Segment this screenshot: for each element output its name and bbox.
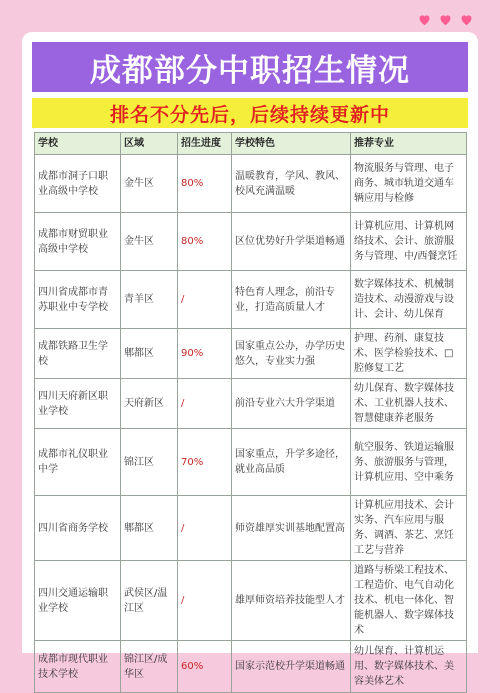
- cell-school: 四川天府新区职业学校: [35, 379, 121, 429]
- table-row: [35, 271, 467, 329]
- cell-feature: 国家重点，升学多途径，就业高品质: [232, 429, 351, 496]
- hearts-decoration: [417, 12, 474, 27]
- cell-feature: 温暖教育，学风、教风、校风充满温暖: [232, 155, 351, 213]
- table-row: [35, 429, 467, 496]
- cell-region: 郫都区: [121, 496, 178, 561]
- heart-icon: [438, 12, 453, 27]
- cell-progress: 80%: [178, 155, 232, 213]
- cell-school: 成都铁路卫生学校: [35, 329, 121, 379]
- cell-school: 四川省成都市青苏职业中专学校: [35, 271, 121, 329]
- table-row: [35, 496, 467, 561]
- cell-major: 计算机应用技术、会计实务、汽车应用与服务、调酒、茶艺、烹饪工艺与营养: [351, 496, 467, 561]
- cell-major: 护理、药剂、康复技术、医学检验技术、□腔修复工艺: [351, 329, 467, 379]
- cell-feature: 雄厚师资培养技能型人才: [232, 561, 351, 641]
- table-row: [35, 213, 467, 271]
- table-row: [35, 561, 467, 641]
- cell-progress: /: [178, 496, 232, 561]
- header-progress: 招生进度: [178, 133, 232, 155]
- cell-progress: /: [178, 271, 232, 329]
- cell-progress: /: [178, 379, 232, 429]
- cell-progress: /: [178, 561, 232, 641]
- cell-feature: 国家示范校升学渠道畅通: [232, 641, 351, 693]
- cell-school: 四川交通运输职业学校: [35, 561, 121, 641]
- header-region: 区域: [121, 133, 178, 155]
- cell-school: 成都市礼仪职业中学: [35, 429, 121, 496]
- cell-region: 锦江区: [121, 429, 178, 496]
- school-table: [34, 132, 467, 693]
- cell-feature: 区位优势好升学渠道畅通: [232, 213, 351, 271]
- cell-region: 金牛区: [121, 213, 178, 271]
- cell-feature: 特色育人理念，前沿专业，打造高质量人才: [232, 271, 351, 329]
- content-card: [22, 32, 478, 687]
- cell-progress: 80%: [178, 213, 232, 271]
- cell-feature: 国家重点公办，办学历史悠久，专业实力强: [232, 329, 351, 379]
- heart-icon: [459, 12, 474, 27]
- cell-progress: 60%: [178, 641, 232, 693]
- cell-region: 青羊区: [121, 271, 178, 329]
- cell-region: 郫都区: [121, 329, 178, 379]
- cell-region: 金牛区: [121, 155, 178, 213]
- header-feature: 学校特色: [232, 133, 351, 155]
- cell-major: 幼儿保育、数字媒体技术、工业机器人技术、智慧健康养老服务: [351, 379, 467, 429]
- cell-school: 成都市洞子口职业高级中学校: [35, 155, 121, 213]
- table-row: [35, 329, 467, 379]
- cell-feature: 师资雄厚实训基地配置高: [232, 496, 351, 561]
- page-title: 成都部分中职招生情况: [32, 42, 468, 92]
- header-major: 推荐专业: [351, 133, 467, 155]
- header-school: 学校: [35, 133, 121, 155]
- table-row: [35, 641, 467, 693]
- heart-icon: [417, 12, 432, 27]
- cell-major: 物流服务与管理、电子商务、城市轨道交通车辆应用与检修: [351, 155, 467, 213]
- table-header-row: [35, 133, 467, 155]
- cell-major: 幼儿保育、计算机运用、数字媒体技术、美容美体艺术: [351, 641, 467, 693]
- cell-major: 计算机应用、计算机网络技术、会计、旅游服务与管理、中/西餐烹饪: [351, 213, 467, 271]
- cell-major: 数字媒体技术、机械制造技术、动漫游戏与设计、会计、幼儿保育: [351, 271, 467, 329]
- cell-school: 成都市财贸职业高级中学校: [35, 213, 121, 271]
- cell-school: 四川省商务学校: [35, 496, 121, 561]
- table-row: [35, 155, 467, 213]
- cell-region: 天府新区: [121, 379, 178, 429]
- cell-region: 武侯区/温江区: [121, 561, 178, 641]
- cell-region: 锦江区/成华区: [121, 641, 178, 693]
- cell-feature: 前沿专业六大升学渠道: [232, 379, 351, 429]
- cell-major: 道路与桥梁工程技术、工程造价、电气自动化技术、机电一体化、智能机器人、数字媒体技术: [351, 561, 467, 641]
- page-subtitle: 排名不分先后，后续持续更新中: [32, 98, 468, 128]
- cell-progress: 70%: [178, 429, 232, 496]
- cell-major: 航空服务、铁道运输服务、旅游服务与管理，计算机应用、空中乘务: [351, 429, 467, 496]
- cell-progress: 90%: [178, 329, 232, 379]
- cell-school: 成都市现代职业技术学校: [35, 641, 121, 693]
- table-row: [35, 379, 467, 429]
